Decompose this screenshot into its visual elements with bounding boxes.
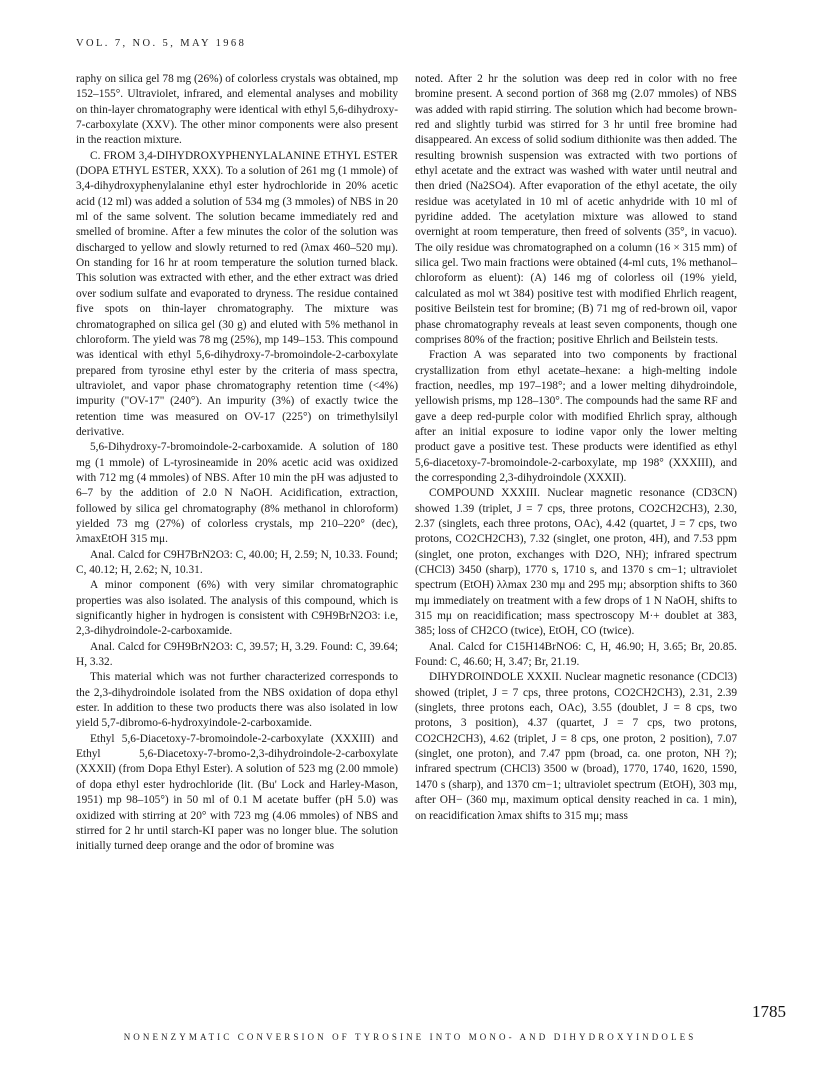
paragraph: raphy on silica gel 78 mg (26%) of colorless crystals was obtained, mp 152–155°. Ultraviolet, infrared, and elemental analyses and mobility on thin-layer chromatography were identical with ethyl 5,6-dihydroxy-7-carboxylate (XXV). The other minor components were also present in the reaction mixture.	[76, 73, 398, 147]
paragraph: Anal. Calcd for C9H9BrN2O3: C, 39.57; H, 3.29. Found: C, 39.64; H, 3.32.	[76, 640, 398, 669]
paragraph: Fraction A was separated into two components by fractional crystallization from ethyl acetate–hexane: a high-melting indole fraction, needles, mp 197–198°; and a lower melting dihydroindole, yellowish prisms, mp 128–130°. The compounds had the same RF and gave a deep red-purple color with modified Ehrlich spray, although after an initial exposure to iodine vapor only the lower melting product gave a positive test. These products were identified as ethyl 5,6-diacetoxy-7-bromoindole-2-carboxylate, mp 198° (XXXIII), and the corresponding 2,3-dihydroindole (XXXII).	[415, 349, 737, 484]
paragraph: 5,6-Dihydroxy-7-bromoindole-2-carboxamide. A solution of 180 mg (1 mmole) of L-tyrosineamide in 20% acetic acid was oxidized with 712 mg (4 mmoles) of NBS. After 10 min the pH was adjusted to 6–7 by the addition of 2.0 N NaOH. Acidification, extraction, followed by silica gel chromatography (8% methanol in chloroform) yielded 73 mg (27%) of colorless crystals, mp 210–220° (dec), λmaxEtOH 315 mμ.	[76, 441, 398, 546]
page-number: 1785	[752, 1002, 786, 1021]
paragraph: C. FROM 3,4-DIHYDROXYPHENYLALANINE ETHYL ESTER (DOPA ETHYL ESTER, XXX). To a solution of 261 mg (1 mmole) of 3,4-dihydroxyphenylalanine ethyl ester hydrochloride in 20% acetic acid (12 ml) was added a solution of 534 mg (3 mmoles) of NBS in 20 ml of the same solvent. The solution became immediately red and smelled of bromine. After a few minutes the color of the solution was discharged to yellow and slowly returned to red (λmax 460–520 mμ). On standing for 16 hr at room temperature the solution turned black. This solution was extracted with ether, and the ether extract was dried over sodium sulfate and evaporated to dryness. The residue contained five spots on thin-layer chromatography. The mixture was chromatographed on silica gel (30 g) and eluted with 5% methanol in chloroform. The yield was 78 mg (25%), mp 149–153. This compound was identical with ethyl 5,6-dihydroxy-7-bromoindole-2-carboxylate prepared from tyrosine ethyl ester by the criteria of mass spectra, ultraviolet, and vapor phase chromatography retention time (<4%) impurity ("OV-17" (240°). An impurity (3%) of exactly twice the retention time was measured on OV-17 (225°) on trimethylsilyl derivative.	[76, 149, 398, 438]
journal-header: VOL. 7, NO. 5, MAY 1968	[76, 38, 247, 49]
left-column	[76, 72, 398, 855]
paragraph: Anal. Calcd for C9H7BrN2O3: C, 40.00; H, 2.59; N, 10.33. Found; C, 40.12; H, 2.62; N, 10.31.	[76, 548, 398, 576]
paragraph: A minor component (6%) with very similar chromatographic properties was also isolated. The analysis of this compound, which is significantly higher in hydrogen is consistent with C9H9BrN2O3: i.e, 2,3-dihydroindole-2-carboxamide.	[76, 579, 398, 638]
paragraph: noted. After 2 hr the solution was deep red in color with no free bromine present. A second portion of 368 mg (2.07 mmoles) of NBS was added with rapid stirring. The solution which had become brown-red and slightly turbid was stirred for 3 hr until free bromine had disappeared. An excess of solid sodium dithionite was then added. The resulting brownish suspension was extracted with two portions of ethyl acetate and the extract was washed with water until neutral and then dried (Na2SO4). After evaporation of the ethyl acetate, the oily residue was acetylated in 10 ml of acetic anhydride with 10 ml of pyridine added. The acetylation mixture was allowed to stand overnight at room temperature, then freed of solvents (35°, in vacuo). The oily residue was chromatographed on a column (16 × 315 mm) of silica gel. Two main fractions were obtained (4-ml cuts, 1% methanol–chloroform as eluent): (A) 146 mg of colorless oil (19% yield, calculated as mol wt 384) positive test with modified Ehrlich reagent, positive Beilstein test for bromine; (B) 71 mg of red-brown oil, vapor phase chromatography reveals at least seven components, though one comprises 80% of the fraction; positive Ehrlich and Beilstein tests.	[415, 73, 737, 346]
paragraph: Anal. Calcd for C15H14BrNO6: C, H, 46.90; H, 3.65; Br, 20.85. Found: C, 46.60; H, 3.47; Br, 21.19.	[415, 640, 737, 669]
right-column	[415, 72, 737, 824]
paragraph: This material which was not further characterized corresponds to the 2,3-dihydroindole isolated from the NBS oxidation of dopa ethyl ester. In addition to these two products there was also isolated in low yield 5,7-dibromo-6-hydroxyindole-2-carboxamide.	[76, 671, 398, 730]
paragraph: DIHYDROINDOLE XXXII. Nuclear magnetic resonance (CDCl3) showed (triplet, J = 7 cps, three protons, CO2CH2CH3), 2.31, 2.39 (singlets, three protons each, OAc), 3.55 (doublet, J = 8 cps, two protons, 3 position), 4.37 (quartet, J = 7 cps, two protons, CO2CH2CH3), 4.62 (triplet, J = 8 cps, one proton, 2 position), 7.07 (singlet, one proton), and 7.47 ppm (broad, ca. one proton, NH ?); infrared spectrum (CHCl3) 3500 w (broad), 1770, 1740, 1620, 1590, 1470 s (sharp), and 1370 cm−1; ultraviolet spectrum (EtOH), 303 mμ, after OH− (360 mμ, maximum optical density reached in ca. 1 min), on reacidification λmax shifts to 315 mμ; mass	[415, 671, 737, 822]
running-footer: NONENZYMATIC CONVERSION OF TYROSINE INTO MONO- AND DIHYDROXYINDOLES	[123, 1032, 697, 1042]
paragraph: Ethyl 5,6-Diacetoxy-7-bromoindole-2-carboxylate (XXXIII) and Ethyl 5,6-Diacetoxy-7-bromo-2,3-dihydroindole-2-carboxylate (XXXII) (from Dopa Ethyl Ester). A solution of 523 mg (2.00 mmole) of dopa ethyl ester hydrochloride (lit. (Bu' Lock and Harley-Mason, 1951) mp 98–105°) in 50 ml of 0.1 M acetate buffer (pH 5.0) was oxidized with stirring at 20° with 723 mg (4.06 mmoles) of NBS and stirred for 2 hr until starch-KI paper was no longer blue. The solution initially turned deep orange and the odor of bromine was	[76, 732, 398, 853]
paragraph: COMPOUND XXXIII. Nuclear magnetic resonance (CD3CN) showed 1.39 (triplet, J = 7 cps, three protons, CO2CH2CH3), 2.30, 2.37 (singlets, each three protons, OAc), 4.42 (quartet, J = 7 cps, two protons, CO2CH2CH3), 7.32 (singlet, one proton, 4H), and 7.53 ppm (singlet, one proton, exchanges with D2O, NH); infrared spectrum (CHCl3) 3450 (sharp), 1770 s, 1710 s, and 1370 s cm−1; ultraviolet spectrum (EtOH) λλmax 230 mμ and 295 mμ; absorption shifts to 360 mμ immediately on treatment with a few drops of 1 N NaOH, shifts to 315 mμ on reacidification; mass spectroscopy M·+ doublet at 383, 385; loss of CH2CO (twice), EtOH, CO (twice).	[415, 487, 737, 638]
